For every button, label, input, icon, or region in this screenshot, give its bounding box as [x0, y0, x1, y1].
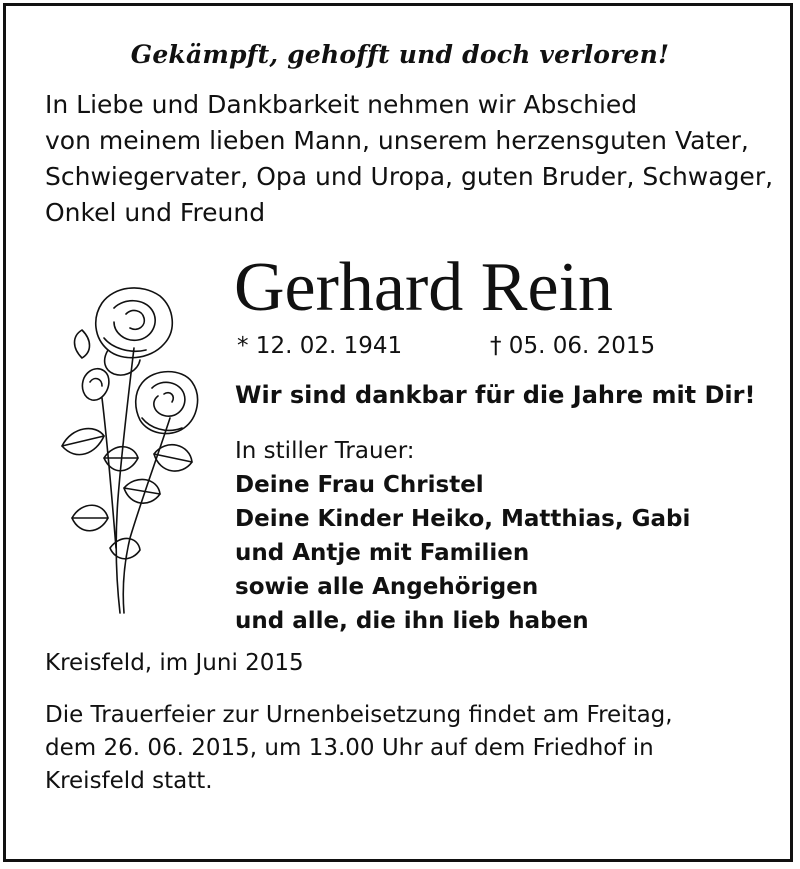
intro-line: In Liebe und Dankbarkeit nehmen wir Abschied [45, 90, 638, 119]
intro-line: Onkel und Freund [45, 198, 266, 227]
mourners-intro: In stiller Trauer: [235, 438, 415, 464]
birth-date: * 12. 02. 1941 [237, 333, 403, 359]
headline: Gekämpft, gehofft und doch verloren! [130, 40, 670, 69]
funeral-line: dem 26. 06. 2015, um 13.00 Uhr auf dem Friedhof in [45, 735, 654, 761]
rose-illustration-icon [42, 278, 202, 618]
mourner-line: und Antje mit Familien [235, 540, 530, 566]
mourners-block [235, 434, 690, 638]
funeral-line: Die Trauerfeier zur Urnenbeisetzung findet am Freitag, [45, 702, 673, 728]
intro-line: von meinem lieben Mann, unserem herzensguten Vater, [45, 126, 749, 155]
mourner-line: sowie alle Angehörigen [235, 574, 539, 600]
funeral-line: Kreisfeld statt. [45, 768, 213, 794]
intro-text [45, 87, 785, 231]
mourner-line: und alle, die ihn lieb haben [235, 608, 589, 634]
intro-line: Schwiegervater, Opa und Uropa, guten Bruder, Schwager, [45, 162, 774, 191]
funeral-info [45, 699, 673, 798]
mourner-line: Deine Frau Christel [235, 472, 484, 498]
death-date: † 05. 06. 2015 [490, 333, 656, 359]
mourner-line: Deine Kinder Heiko, Matthias, Gabi [235, 506, 691, 532]
deceased-name: Gerhard Rein [234, 249, 614, 326]
thanks-line: Wir sind dankbar für die Jahre mit Dir! [235, 381, 756, 409]
place-date: Kreisfeld, im Juni 2015 [45, 650, 304, 676]
